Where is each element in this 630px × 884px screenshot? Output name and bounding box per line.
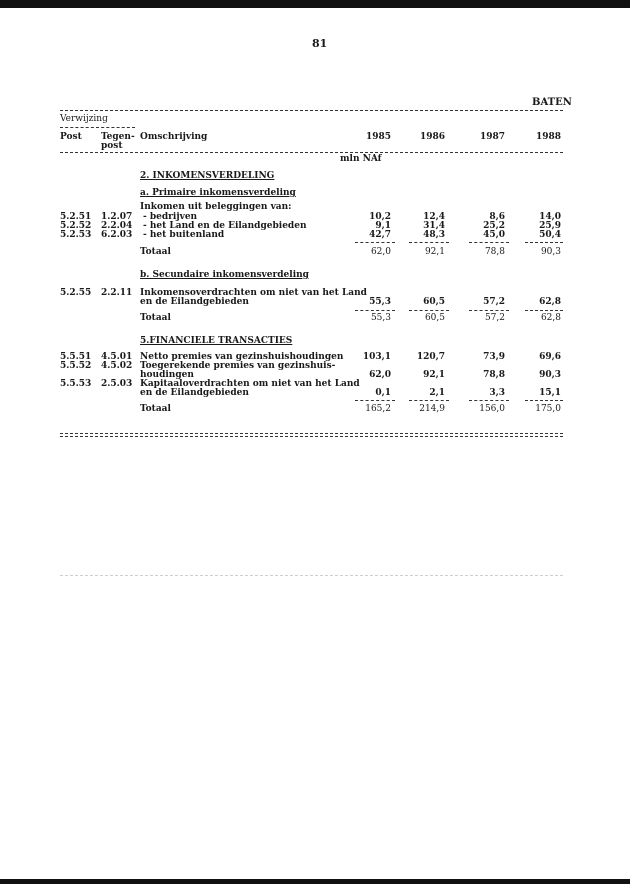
total-1988: 175,0 (535, 404, 561, 414)
row-tegenpost: 2.2.04 (101, 221, 133, 231)
row-1985: 9,1 (375, 221, 391, 231)
row-1988: 15,1 (539, 388, 561, 398)
section-2a-intro: Inkomen uit beleggingen van: (140, 202, 292, 212)
total-1987: 57,2 (484, 313, 505, 323)
row-description: - bedrijven (143, 212, 198, 222)
subtotal-rule (525, 242, 563, 243)
total-label: Totaal (140, 313, 171, 323)
col-1988: 1988 (535, 132, 561, 142)
row-1985: 55,3 (369, 297, 391, 307)
subtotal-rule (469, 400, 509, 401)
subtotal-rule (525, 310, 563, 311)
header-rule-bottom (60, 152, 563, 153)
scan-bottom-edge (0, 879, 630, 884)
section-2a-title: a. Primaire inkomensverdeling (140, 188, 296, 198)
total-1987: 156,0 (479, 404, 505, 414)
subtotal-rule (409, 310, 449, 311)
row-1986: 120,7 (416, 352, 445, 362)
row-1988: 14,0 (539, 212, 561, 222)
scan-top-edge (0, 0, 630, 8)
section-2b-title: b. Secundaire inkomensverdeling (140, 270, 309, 280)
row-post: 5.2.51 (60, 212, 92, 222)
row-1988: 62,8 (539, 297, 561, 307)
verwijzing-rule (60, 127, 135, 128)
row-tegenpost: 1.2.07 (101, 212, 133, 222)
subtotal-rule (355, 242, 395, 243)
page-number: 81 (312, 37, 328, 50)
total-1985: 55,3 (370, 313, 391, 323)
row-description-cont: en de Eilandgebieden (140, 297, 249, 307)
total-1987: 78,8 (484, 247, 505, 257)
row-1985: 10,2 (369, 212, 391, 222)
row-description: - het buitenland (143, 230, 225, 240)
row-1988: 90,3 (539, 370, 561, 380)
row-1987: 57,2 (483, 297, 505, 307)
row-1988: 25,9 (539, 221, 561, 231)
row-post: 5.2.55 (60, 288, 92, 298)
total-1986: 60,5 (424, 313, 445, 323)
table-rule-end-double (60, 436, 563, 437)
total-1988: 90,3 (540, 247, 561, 257)
total-1986: 214,9 (419, 404, 445, 414)
row-1986: 2,1 (429, 388, 445, 398)
row-1986: 60,5 (423, 297, 445, 307)
row-1987: 8,6 (489, 212, 505, 222)
row-description-cont: en de Eilandgebieden (140, 388, 249, 398)
row-1988: 50,4 (539, 230, 561, 240)
total-1986: 92,1 (424, 247, 445, 257)
col-1986: 1986 (419, 132, 445, 142)
row-description: Netto premies van gezinshuishoudingen (140, 352, 344, 362)
header-rule-top (60, 110, 563, 111)
row-description: - het Land en de Eilandgebieden (143, 221, 307, 231)
verwijzing-label: Verwijzing (60, 114, 108, 124)
row-1987: 3,3 (489, 388, 505, 398)
row-post: 5.2.52 (60, 221, 92, 231)
subtotal-rule (525, 400, 563, 401)
unit-label: mln NAf (340, 154, 382, 164)
subtotal-rule (469, 310, 509, 311)
row-post: 5.5.53 (60, 379, 92, 389)
row-1986: 92,1 (423, 370, 445, 380)
baten-heading: BATEN (532, 97, 572, 108)
subtotal-rule (355, 400, 395, 401)
row-1985: 42,7 (369, 230, 391, 240)
footer-rule (60, 575, 563, 576)
row-post: 5.2.53 (60, 230, 92, 240)
row-description: Toegerekende premies van gezinshuis- (140, 361, 336, 371)
row-1987: 45,0 (483, 230, 505, 240)
row-post: 5.5.52 (60, 361, 92, 371)
col-omschrijving: Omschrijving (140, 132, 208, 142)
row-1986: 48,3 (423, 230, 445, 240)
total-1988: 62,8 (540, 313, 561, 323)
row-tegenpost: 2.5.03 (101, 379, 133, 389)
row-tegenpost: 4.5.02 (101, 361, 133, 371)
section-2-title: 2. INKOMENSVERDELING (140, 171, 275, 181)
row-1986: 31,4 (423, 221, 445, 231)
row-description: Kapitaaloverdrachten om niet van het Land (140, 379, 360, 389)
subtotal-rule (409, 242, 449, 243)
row-post: 5.5.51 (60, 352, 92, 362)
row-tegenpost: 4.5.01 (101, 352, 133, 362)
row-1987: 78,8 (483, 370, 505, 380)
subtotal-rule (355, 310, 395, 311)
row-1985: 62,0 (369, 370, 391, 380)
col-1985: 1985 (365, 132, 391, 142)
row-1985: 103,1 (362, 352, 391, 362)
total-1985: 165,2 (365, 404, 391, 414)
row-description-cont: houdingen (140, 370, 194, 380)
table-rule-end (60, 433, 563, 434)
total-label: Totaal (140, 247, 171, 257)
row-description: Inkomensoverdrachten om niet van het Land (140, 288, 367, 298)
col-1987: 1987 (479, 132, 505, 142)
total-label: Totaal (140, 404, 171, 414)
col-tegenpost-1: Tegen- (101, 132, 135, 142)
row-1986: 12,4 (423, 212, 445, 222)
row-1987: 25,2 (483, 221, 505, 231)
subtotal-rule (409, 400, 449, 401)
row-tegenpost: 6.2.03 (101, 230, 133, 240)
row-1987: 73,9 (483, 352, 505, 362)
total-1985: 62,0 (370, 247, 391, 257)
section-5-title: 5.FINANCIELE TRANSACTIES (140, 336, 293, 346)
subtotal-rule (469, 242, 509, 243)
col-post: Post (60, 132, 82, 142)
col-tegenpost-2: post (101, 141, 123, 151)
row-1985: 0,1 (375, 388, 391, 398)
row-1988: 69,6 (539, 352, 561, 362)
row-tegenpost: 2.2.11 (101, 288, 133, 298)
